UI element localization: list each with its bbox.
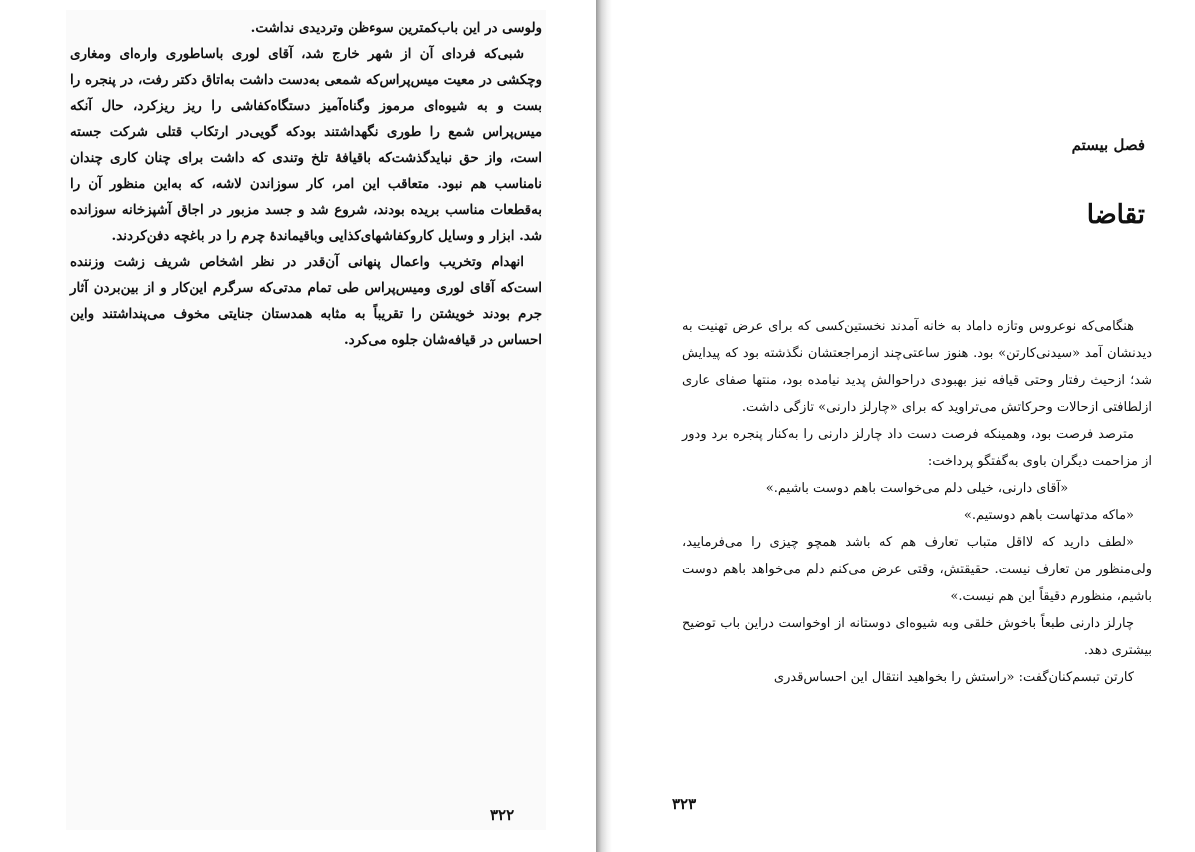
dialogue-line-2: «ماکه مدتهاست باهم دوستیم.» [963, 508, 1134, 523]
right-paragraph-1: هنگامی‌که نوعروس وتازه داماد به خانه آمدند نخستین‌کسی که برای عرض تهنیت به دیدنشان آمد «سیدنی‌کارتن» بود. هنوز ساعتی‌چند ازمراجعتشان نگذشته بود که پیدایش شد؛ ازحیث رفتار وحتی قیافه نیز بهبودی دراحوالش پدید نیامده بود، منتها صفای عاری ازلطافتی ازحالات وحرکاتش می‌تراوید که برای «چارلز دارنی» تازگی داشت. [682, 319, 1152, 415]
dialogue-line-1: «آقای دارنی، خیلی دلم می‌خواست باهم دوست باشیم.» [765, 481, 1069, 496]
left-paragraph-2: شبی‌که فردای آن از شهر خارج شد، آقای لوری باساطوری واره‌ای ومغاری وچکشی در معیت میس‌پراس‌که شمعی به‌دست داشت به‌اتاق دکتر رفت، در پنجره را بست و به شیوه‌ای مرموز وگناه‌آمیز دستگاه‌کفاشی را ریز ریزکرد، حال آنکه میس‌پراس شمع را طوری نگهداشتند بودکه گویی‌در ارتکاب قتلی شرکت جسته است، واز حق نباید‌گذشت‌که باقیافهٔ تلخ وتندی که داشت برای چنان کاری چندان نامناسب هم نبود. متعاقب این امر، کار سوزاندن لاشه، که به‌این منظور آن را به‌قطعات مناسب بریده بودند، شروع شد و جسد مزبور در اجاق آشپزخانه سوزانده شد. ابزار و وسایل کاروکفاشهای‌کذایی وباقیماندهٔ چرم را در باغچه دفن‌کردند. [70, 46, 542, 244]
left-paragraph-3: انهدام وتخریب واعمال پنهانی آن‌قدر در نظر اشخاص شریف زشت وزننده است‌که آقای لوری ومیس‌پراس طی تمام مدتی‌که سرگرم این‌کار و از بین‌بردن آثار جرم بودند خویشتن را تقریباً به مثابه همدستان جنایتی مخوف می‌پنداشتند واین احساس در قیافه‌شان جلوه می‌کرد. [70, 254, 542, 348]
book-gutter [596, 0, 612, 852]
chapter-title: تقاضا [1086, 200, 1145, 230]
left-page-number: ۳۲۲ [490, 806, 515, 824]
left-paragraph-1: ولوسی در این باب‌کمترین سوءظن وتردیدی نداشت. [250, 20, 542, 36]
right-page-number: ۳۲۳ [672, 795, 697, 813]
right-paragraph-6: چارلز دارنی طبعاً باخوش خلقی وبه شیوه‌ای دوستانه از اوخواست دراین باب توضیح بیشتری دهد. [682, 616, 1152, 658]
right-paragraph-5: «لطف دارید که لااقل متباب تعارف هم که باشد همچو چیزی را می‌فرمایید، ولی‌منظور من تعارف نیست. حقیقتش، وقتی عرض می‌کنم دلم می‌خواهد باهم دوست باشیم، منظورم دقیقاً این هم نیست.» [682, 535, 1152, 604]
right-paragraph-7: کارتن تبسم‌کنان‌گفت: «راستش را بخواهید انتقال این احساس‌قدری [773, 670, 1134, 685]
chapter-label: فصل بیستم [1071, 136, 1145, 154]
right-page-body [682, 313, 1152, 691]
left-page-body [70, 15, 542, 353]
right-paragraph-2: مترصد فرصت بود، وهمینکه فرصت دست داد چارلز دارنی را به‌کنار پنجره برد ودور از مزاحمت دیگران باوی به‌گفتگو پرداخت: [682, 427, 1152, 469]
